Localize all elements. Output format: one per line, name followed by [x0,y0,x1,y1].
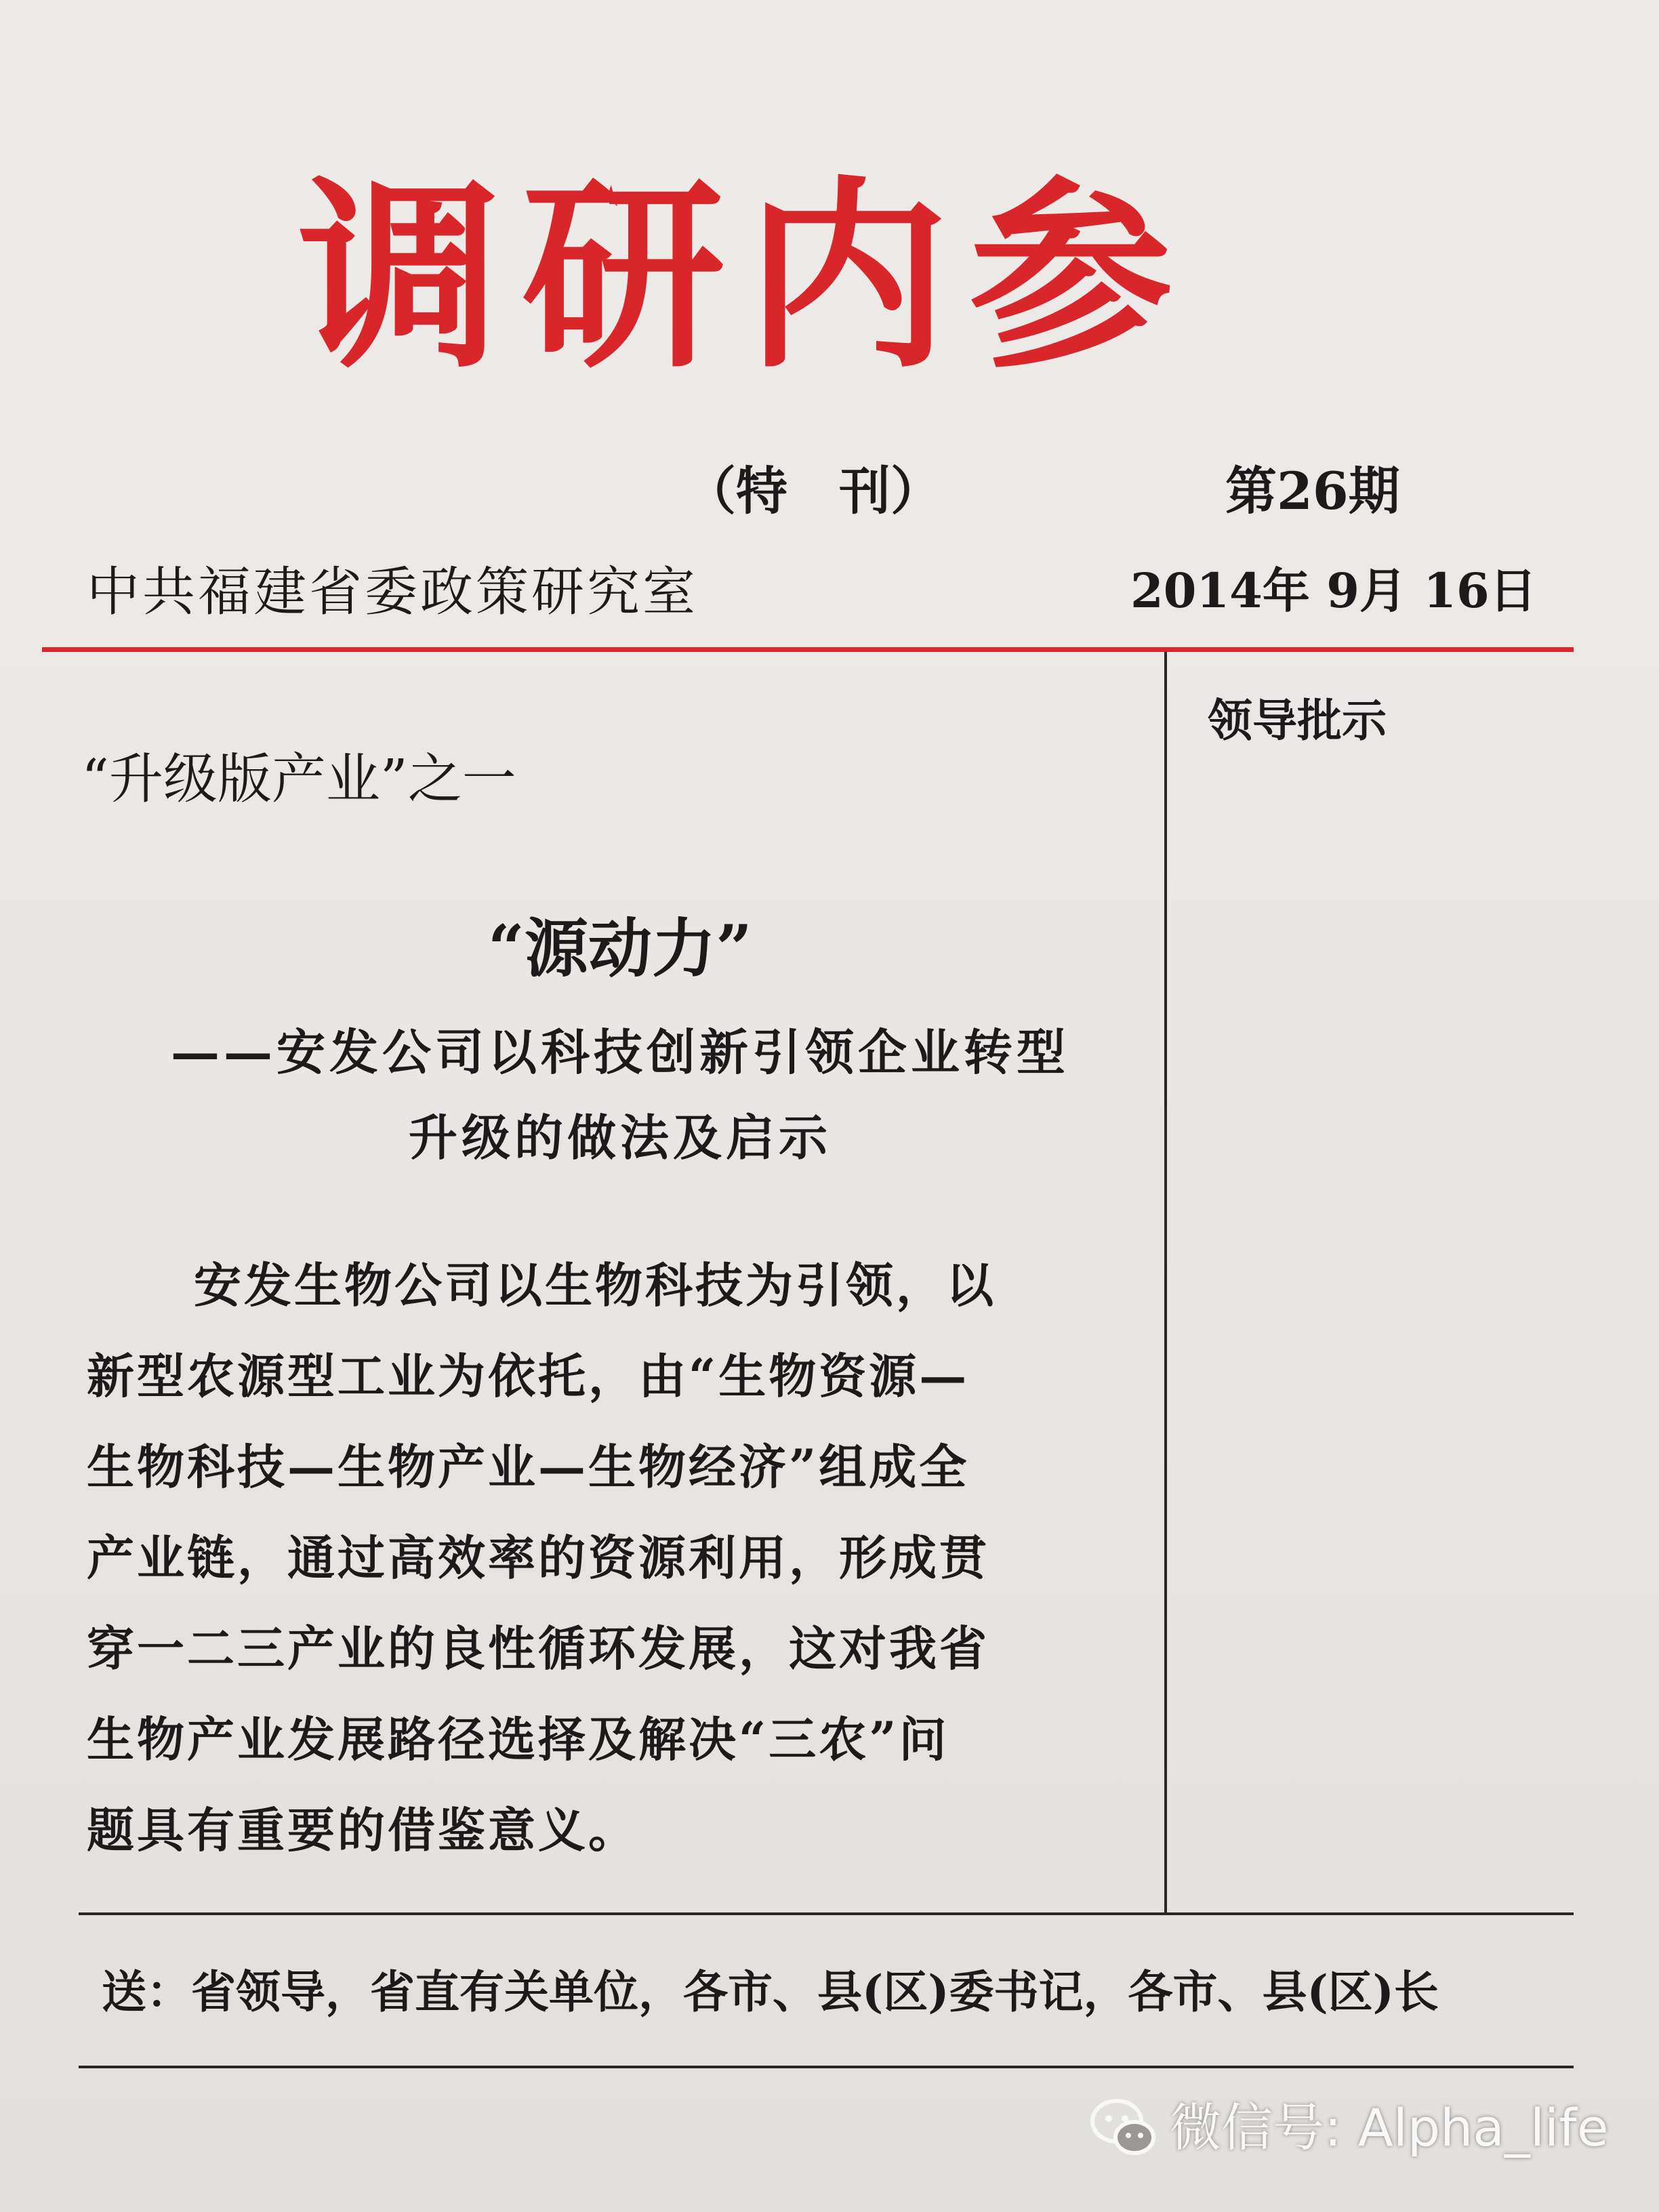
sidebar-title: 领导批示 [1208,694,1387,747]
subtitle-line: 升级的做法及启示 [408,1109,832,1166]
watermark [1090,2087,1609,2169]
special-issue-label: （特 刊） [684,461,942,521]
article-series: “升级版产业”之一 [81,747,516,811]
body-line: 题具有重要的借鉴意义。 [87,1802,638,1858]
publisher-name: 中共福建省委政策研究室 [87,562,699,623]
column-divider [1164,652,1167,1914]
body-line: 产业链，通过高效率的资源利用，形成贯 [87,1530,989,1586]
article-title: “源动力” [487,912,753,986]
publication-date: 2014年 9月 16日 [1130,562,1537,619]
body-line: 安发生物公司以生物科技为引领，以 [194,1257,996,1313]
body-line: 生物产业发展路径选择及解决“三农”问 [87,1711,949,1767]
footer-divider-top [79,1912,1574,1915]
body-line: 新型农源型工业为依托，由“生物资源— [87,1348,970,1404]
masthead-title: 调研内参 [298,159,1193,396]
body-line: 生物科技—生物产业—生物经济”组成全 [87,1439,970,1495]
subtitle-line: ——安发公司以科技创新引领企业转型 [170,1023,1069,1081]
footer-divider-bottom [79,2066,1574,2068]
article-subtitle [81,1010,1159,1181]
watermark-text: 微信号: Alpha_life [1170,2097,1609,2158]
issue-number: 第26期 [1225,461,1400,521]
article-body [87,1240,1151,1876]
body-line: 穿一二三产业的良性循环发展，这对我省 [87,1620,989,1677]
distribution-list: 送：省领导，省直有关单位，各市、县(区)委书记，各市、县(区)长 [102,1965,1439,2018]
header-divider [42,647,1574,652]
wechat-icon [1090,2095,1158,2160]
